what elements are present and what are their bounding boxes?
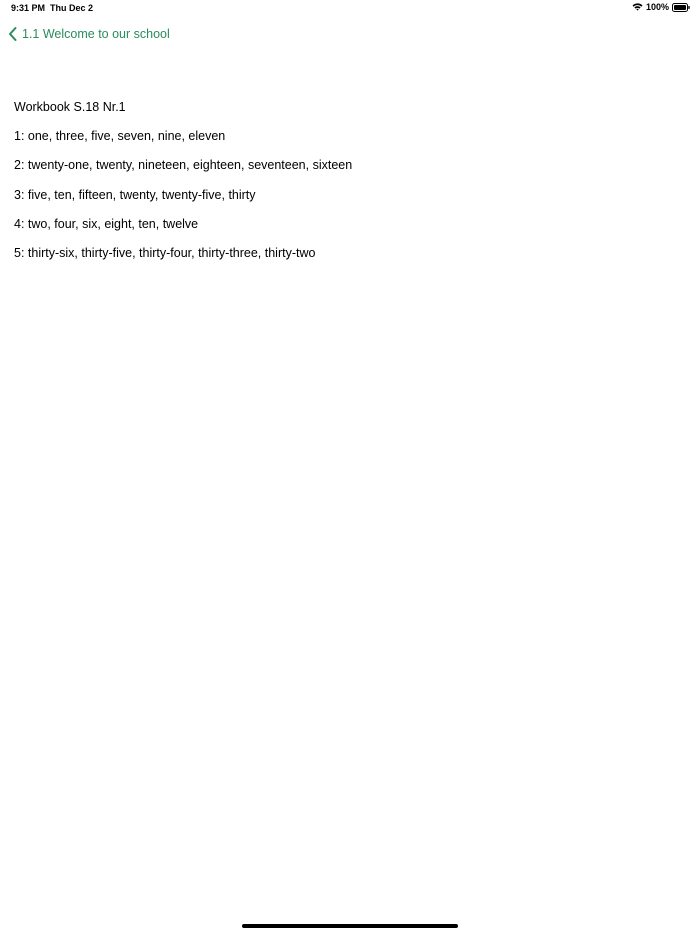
answer-line: 3: five, ten, fifteen, twenty, twenty-five, thirty: [14, 187, 256, 202]
back-button[interactable]: [7, 25, 170, 43]
answer-line: 1: one, three, five, seven, nine, eleven: [14, 129, 226, 143]
status-bar: [0, 0, 700, 18]
battery-percent: 100%: [645, 2, 669, 12]
answer-content: [14, 97, 352, 272]
status-time: 9:31 PM: [11, 3, 46, 13]
content-title: Workbook S.18 Nr.1: [14, 100, 126, 114]
back-button-label: 1.1 Welcome to our school: [22, 27, 170, 41]
chevron-left-icon: [7, 26, 19, 42]
answer-line: 5: thirty-six, thirty-five, thirty-four, thirty-three, thirty-two: [14, 246, 316, 261]
home-indicator[interactable]: [242, 924, 458, 928]
battery-full-icon: [672, 3, 690, 12]
answer-line: 4: two, four, six, eight, ten, twelve: [14, 216, 199, 231]
wifi-icon: [632, 2, 643, 12]
status-indicators: [632, 2, 690, 12]
status-date: Thu Dec 2: [50, 3, 94, 13]
answer-line: 2: twenty-one, twenty, nineteen, eighteen, seventeen, sixteen: [14, 158, 353, 173]
